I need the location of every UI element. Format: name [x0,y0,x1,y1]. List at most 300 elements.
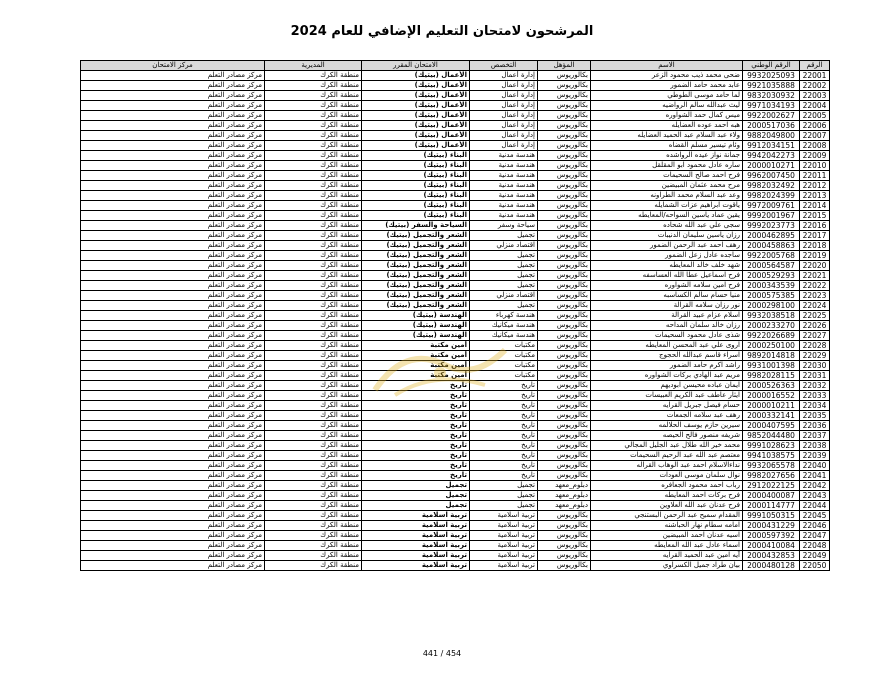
row-specialty: مكتبات [470,371,538,381]
table-row [81,281,830,291]
table-row [81,421,830,431]
row-qualification: بكالوريوس [538,371,591,381]
table-row [81,121,830,131]
row-name: المقدام سميح عبد الرحمن البستنجي [591,511,743,521]
row-national-id: 9982027656 [743,471,800,481]
row-specialty: تجميل [470,231,538,241]
row-directorate: منطقة الكرك [265,521,362,531]
row-name: امامه سطام نهار الحباشنه [591,521,743,531]
row-qualification: بكالوريوس [538,211,591,221]
row-name: اروى علي عبد المحسن المعايطه [591,341,743,351]
row-center: مركز مصادر التعلم [81,131,265,141]
row-num: 22029 [800,351,830,361]
table-row [81,321,830,331]
table-row [81,471,830,481]
table-row [81,161,830,171]
row-num: 22013 [800,191,830,201]
row-num: 22031 [800,371,830,381]
row-specialty: إدارة أعمال [470,91,538,101]
row-national-id: 2000010211 [743,401,800,411]
row-center: مركز مصادر التعلم [81,551,265,561]
table-row [81,91,830,101]
row-exam: تجميل [362,501,470,511]
row-exam: الهندسة (بيتيك) [362,331,470,341]
row-directorate: منطقة الكرك [265,201,362,211]
row-specialty: تربية اسلامية [470,561,538,571]
row-national-id: 2000458863 [743,241,800,251]
row-directorate: منطقة الكرك [265,541,362,551]
header-directorate: المديرية [265,61,362,71]
table-row [81,201,830,211]
row-qualification: بكالوريوس [538,111,591,121]
row-directorate: منطقة الكرك [265,121,362,131]
row-specialty: هندسة ميكانيك [470,331,538,341]
row-qualification: بكالوريوس [538,241,591,251]
row-national-id: 9832030932 [743,91,800,101]
row-qualification: بكالوريوس [538,141,591,151]
row-num: 22016 [800,221,830,231]
row-num: 22005 [800,111,830,121]
row-center: مركز مصادر التعلم [81,281,265,291]
row-directorate: منطقة الكرك [265,351,362,361]
row-specialty: هندسة مدنية [470,161,538,171]
row-national-id: 9932065578 [743,461,800,471]
row-num: 22004 [800,101,830,111]
row-exam: البناء (بيتيك) [362,201,470,211]
header-qualification: المؤهل [538,61,591,71]
row-num: 22003 [800,91,830,101]
row-qualification: بكالوريوس [538,311,591,321]
row-num: 22001 [800,71,830,81]
row-exam: أمين مكتبة [362,371,470,381]
row-exam: تجميل [362,481,470,491]
row-national-id: 9992001967 [743,211,800,221]
row-specialty: هندسة كهرباء [470,311,538,321]
row-name: ايثار عاطف عبد الكريم العبيسات [591,391,743,401]
row-num: 22032 [800,381,830,391]
row-specialty: تاريخ [470,411,538,421]
row-specialty: تاريخ [470,381,538,391]
row-num: 22046 [800,521,830,531]
row-national-id: 2000298100 [743,301,800,311]
row-num: 22002 [800,81,830,91]
row-center: مركز مصادر التعلم [81,451,265,461]
row-directorate: منطقة الكرك [265,231,362,241]
row-directorate: منطقة الكرك [265,221,362,231]
row-national-id: 9852044480 [743,431,800,441]
page-number: 441 / 454 [422,649,462,658]
row-qualification: بكالوريوس [538,201,591,211]
row-name: نوال سلمان موسى العودات [591,471,743,481]
row-name: فرح عدنان عبد الله العلاوين [591,501,743,511]
row-center: مركز مصادر التعلم [81,481,265,491]
row-center: مركز مصادر التعلم [81,151,265,161]
row-qualification: بكالوريوس [538,351,591,361]
row-num: 22007 [800,131,830,141]
row-center: مركز مصادر التعلم [81,471,265,481]
row-national-id: 9962007450 [743,171,800,181]
row-center: مركز مصادر التعلم [81,521,265,531]
row-center: مركز مصادر التعلم [81,101,265,111]
row-num: 22020 [800,261,830,271]
table-row [81,411,830,421]
row-center: مركز مصادر التعلم [81,261,265,271]
row-num: 22022 [800,281,830,291]
row-name: رزان ياسين سليمان الدنيبات [591,231,743,241]
row-num: 22026 [800,321,830,331]
row-qualification: بكالوريوس [538,341,591,351]
row-center: مركز مصادر التعلم [81,191,265,201]
row-name: شريفه منصور فالح الحيصه [591,431,743,441]
row-specialty: تجميل [470,501,538,511]
row-qualification: دبلوم_معهد [538,481,591,491]
row-specialty: تجميل [470,281,538,291]
row-center: مركز مصادر التعلم [81,121,265,131]
table-row [81,431,830,441]
row-specialty: مكتبات [470,341,538,351]
table-row [81,451,830,461]
row-center: مركز مصادر التعلم [81,111,265,121]
candidates-table [80,60,830,571]
row-specialty: تربية اسلامية [470,511,538,521]
row-national-id: 9982028115 [743,371,800,381]
row-specialty: تربية اسلامية [470,531,538,541]
table-row [81,551,830,561]
row-qualification: بكالوريوس [538,181,591,191]
row-center: مركز مصادر التعلم [81,211,265,221]
table-row [81,351,830,361]
row-name: ولاء عبد السلام عبد الحميد العضايله [591,131,743,141]
table-row [81,231,830,241]
row-specialty: هندسة مدنية [470,171,538,181]
row-exam: أمين مكتبة [362,361,470,371]
header-num: الرقم [800,61,830,71]
row-num: 22042 [800,481,830,491]
row-name: اسماء عادل عبد الله المعايطه [591,541,743,551]
row-national-id: 2000517036 [743,121,800,131]
row-specialty: تاريخ [470,431,538,441]
row-num: 22037 [800,431,830,441]
row-name: منيا حسام سالم الكساسبه [591,291,743,301]
table-row [81,251,830,261]
row-qualification: بكالوريوس [538,101,591,111]
row-exam: تجميل [362,491,470,501]
table-row [81,221,830,231]
row-exam: الشعر والتجميل (بيتيك) [362,251,470,261]
row-num: 22033 [800,391,830,401]
row-directorate: منطقة الكرك [265,361,362,371]
row-exam: السياحة والسفر (بيتيك) [362,221,470,231]
row-specialty: تجميل [470,271,538,281]
row-qualification: بكالوريوس [538,561,591,571]
row-specialty: تجميل [470,481,538,491]
table-row [81,131,830,141]
table-row [81,331,830,341]
row-specialty: هندسة مدنية [470,201,538,211]
row-center: مركز مصادر التعلم [81,561,265,571]
header-center: مركز الامتحان [81,61,265,71]
table-row [81,291,830,301]
row-name: معتصم عبد الله عبد الرحيم السحيمات [591,451,743,461]
row-national-id: 2000410084 [743,541,800,551]
row-national-id: 9971034193 [743,101,800,111]
row-name: فرح اسماعيل عطا الله العساسفه [591,271,743,281]
row-qualification: بكالوريوس [538,191,591,201]
row-directorate: منطقة الكرك [265,431,362,441]
table-header-row [81,61,830,71]
row-center: مركز مصادر التعلم [81,311,265,321]
row-qualification: بكالوريوس [538,521,591,531]
table-row [81,381,830,391]
row-directorate: منطقة الكرك [265,491,362,501]
row-qualification: بكالوريوس [538,381,591,391]
row-national-id: 2000010271 [743,161,800,171]
row-name: عابد محمد حامد الضمور [591,81,743,91]
row-num: 22038 [800,441,830,451]
row-exam: البناء (بيتيك) [362,211,470,221]
table-row [81,441,830,451]
table-row [81,191,830,201]
table-row [81,391,830,401]
row-center: مركز مصادر التعلم [81,441,265,451]
row-qualification: بكالوريوس [538,301,591,311]
row-directorate: منطقة الكرك [265,261,362,271]
row-qualification: بكالوريوس [538,321,591,331]
row-qualification: بكالوريوس [538,261,591,271]
header-specialty: التخصص [470,61,538,71]
row-directorate: منطقة الكرك [265,331,362,341]
table-row [81,211,830,221]
row-specialty: تاريخ [470,451,538,461]
row-directorate: منطقة الكرك [265,411,362,421]
row-specialty: إدارة أعمال [470,141,538,151]
row-center: مركز مصادر التعلم [81,71,265,81]
row-directorate: منطقة الكرك [265,451,362,461]
row-specialty: هندسة مدنية [470,181,538,191]
row-center: مركز مصادر التعلم [81,431,265,441]
table-row [81,181,830,191]
row-name: اسلام عزام عبيد القرالة [591,311,743,321]
row-num: 22047 [800,531,830,541]
row-name: رهف عبد سلامه الجمعات [591,411,743,421]
row-exam: تربية اسلامية [362,551,470,561]
row-name: شذى عادل محمود السحيمات [591,331,743,341]
row-specialty: مكتبات [470,361,538,371]
row-center: مركز مصادر التعلم [81,221,265,231]
row-directorate: منطقة الكرك [265,101,362,111]
table-row [81,301,830,311]
row-specialty: تاريخ [470,441,538,451]
row-name: فرح احمد صالح السحيمات [591,171,743,181]
row-qualification: بكالوريوس [538,71,591,81]
row-num: 22039 [800,451,830,461]
row-specialty: هندسة ميكانيك [470,321,538,331]
table-row [81,241,830,251]
row-exam: تربية اسلامية [362,531,470,541]
row-qualification: بكالوريوس [538,251,591,261]
row-center: مركز مصادر التعلم [81,161,265,171]
row-specialty: تاريخ [470,471,538,481]
row-specialty: مكتبات [470,351,538,361]
table-row [81,481,830,491]
row-name: سيرين حازم يوسف الحلالمه [591,421,743,431]
row-name: رهف احمد عبد الرحمن الضمور [591,241,743,251]
table-row [81,491,830,501]
row-qualification: بكالوريوس [538,511,591,521]
row-name: محمد خير الله طلال عبد الجليل المجالي [591,441,743,451]
row-num: 22011 [800,171,830,181]
row-qualification: بكالوريوس [538,171,591,181]
row-national-id: 2000526363 [743,381,800,391]
row-directorate: منطقة الكرك [265,291,362,301]
row-qualification: بكالوريوس [538,271,591,281]
row-national-id: 2000250100 [743,341,800,351]
row-national-id: 2000564587 [743,261,800,271]
row-national-id: 2000407595 [743,421,800,431]
row-center: مركز مصادر التعلم [81,541,265,551]
row-qualification: بكالوريوس [538,471,591,481]
row-num: 22028 [800,341,830,351]
row-national-id: 9932038518 [743,311,800,321]
row-exam: أمين مكتبة [362,351,470,361]
row-center: مركز مصادر التعلم [81,201,265,211]
row-num: 22050 [800,561,830,571]
row-qualification: بكالوريوس [538,361,591,371]
row-specialty: اقتصاد منزلي [470,241,538,251]
row-directorate: منطقة الكرك [265,91,362,101]
row-center: مركز مصادر التعلم [81,81,265,91]
header-exam: الامتحان المقرر [362,61,470,71]
row-qualification: بكالوريوس [538,551,591,561]
row-national-id: 2000233270 [743,321,800,331]
row-national-id: 2000529293 [743,271,800,281]
row-name: شهد خلف خالد المعايطه [591,261,743,271]
row-name: رباب احمد محمود الجعافره [591,481,743,491]
row-national-id: 2000432853 [743,551,800,561]
row-qualification: بكالوريوس [538,391,591,401]
row-specialty: تاريخ [470,461,538,471]
row-directorate: منطقة الكرك [265,151,362,161]
row-exam: الشعر والتجميل (بيتيك) [362,271,470,281]
row-exam: الأعمال (بيتيك) [362,121,470,131]
row-national-id: 9972009761 [743,201,800,211]
row-national-id: 9922005768 [743,251,800,261]
header-name: الاسم [591,61,743,71]
row-directorate: منطقة الكرك [265,241,362,251]
row-specialty: هندسة مدنية [470,211,538,221]
row-directorate: منطقة الكرك [265,81,362,91]
row-center: مركز مصادر التعلم [81,491,265,501]
table-row [81,151,830,161]
row-exam: البناء (بيتيك) [362,191,470,201]
row-name: آيه امين عبد الحميد القرايه [591,551,743,561]
row-exam: الشعر والتجميل (بيتيك) [362,301,470,311]
row-center: مركز مصادر التعلم [81,381,265,391]
row-exam: البناء (بيتيك) [362,171,470,181]
row-name: ضحى محمد ذيب محمود الزعر [591,71,743,81]
row-name: رزان خالد سلمان المداحه [591,321,743,331]
row-name: بيان طراد جميل الكسراوي [591,561,743,571]
row-center: مركز مصادر التعلم [81,391,265,401]
row-num: 22023 [800,291,830,301]
row-directorate: منطقة الكرك [265,71,362,81]
row-name: راشد اكرم حامد الضمور [591,361,743,371]
row-directorate: منطقة الكرك [265,111,362,121]
row-national-id: 9982032492 [743,181,800,191]
row-num: 22014 [800,201,830,211]
table-row [81,361,830,371]
row-directorate: منطقة الكرك [265,281,362,291]
row-num: 22006 [800,121,830,131]
row-num: 22043 [800,491,830,501]
row-num: 22044 [800,501,830,511]
row-center: مركز مصادر التعلم [81,331,265,341]
row-directorate: منطقة الكرك [265,251,362,261]
table-row [81,81,830,91]
row-exam: تاريخ [362,411,470,421]
row-num: 22021 [800,271,830,281]
row-exam: الشعر والتجميل (بيتيك) [362,241,470,251]
row-center: مركز مصادر التعلم [81,321,265,331]
row-name: ليث عبدالله سالم الرواضيه [591,101,743,111]
row-exam: الأعمال (بيتيك) [362,101,470,111]
row-national-id: 2000400087 [743,491,800,501]
row-num: 22018 [800,241,830,251]
row-exam: البناء (بيتيك) [362,181,470,191]
row-exam: البناء (بيتيك) [362,161,470,171]
row-directorate: منطقة الكرك [265,471,362,481]
row-exam: أمين مكتبة [362,341,470,351]
row-num: 22041 [800,471,830,481]
row-national-id: 9921035888 [743,81,800,91]
row-qualification: بكالوريوس [538,541,591,551]
row-name: هبه احمد عوده العضايله [591,121,743,131]
row-exam: تاريخ [362,391,470,401]
row-directorate: منطقة الكرك [265,561,362,571]
row-name: اسراء قاسم عبدالله الحجوج [591,351,743,361]
row-center: مركز مصادر التعلم [81,531,265,541]
row-center: مركز مصادر التعلم [81,361,265,371]
row-num: 22015 [800,211,830,221]
row-name: ساجده عادل زعل الضمور [591,251,743,261]
row-directorate: منطقة الكرك [265,191,362,201]
page-title: المرشحون لامتحان التعليم الإضافي للعام 2024 [290,24,594,39]
row-directorate: منطقة الكرك [265,171,362,181]
row-national-id: 9922026689 [743,331,800,341]
row-qualification: بكالوريوس [538,81,591,91]
row-center: مركز مصادر التعلم [81,421,265,431]
row-qualification: بكالوريوس [538,451,591,461]
table-row [81,401,830,411]
row-qualification: بكالوريوس [538,431,591,441]
row-exam: تاريخ [362,381,470,391]
row-name: لما حامد موسى الطوطي [591,91,743,101]
table-row [81,311,830,321]
table-row [81,501,830,511]
row-qualification: بكالوريوس [538,461,591,471]
row-specialty: تاريخ [470,401,538,411]
row-qualification: بكالوريوس [538,421,591,431]
row-center: مركز مصادر التعلم [81,411,265,421]
row-num: 22034 [800,401,830,411]
row-specialty: تربية اسلامية [470,521,538,531]
row-num: 22027 [800,331,830,341]
row-qualification: بكالوريوس [538,531,591,541]
row-directorate: منطقة الكرك [265,381,362,391]
row-exam: الأعمال (بيتيك) [362,111,470,121]
row-exam: تاريخ [362,451,470,461]
row-exam: تاريخ [362,461,470,471]
